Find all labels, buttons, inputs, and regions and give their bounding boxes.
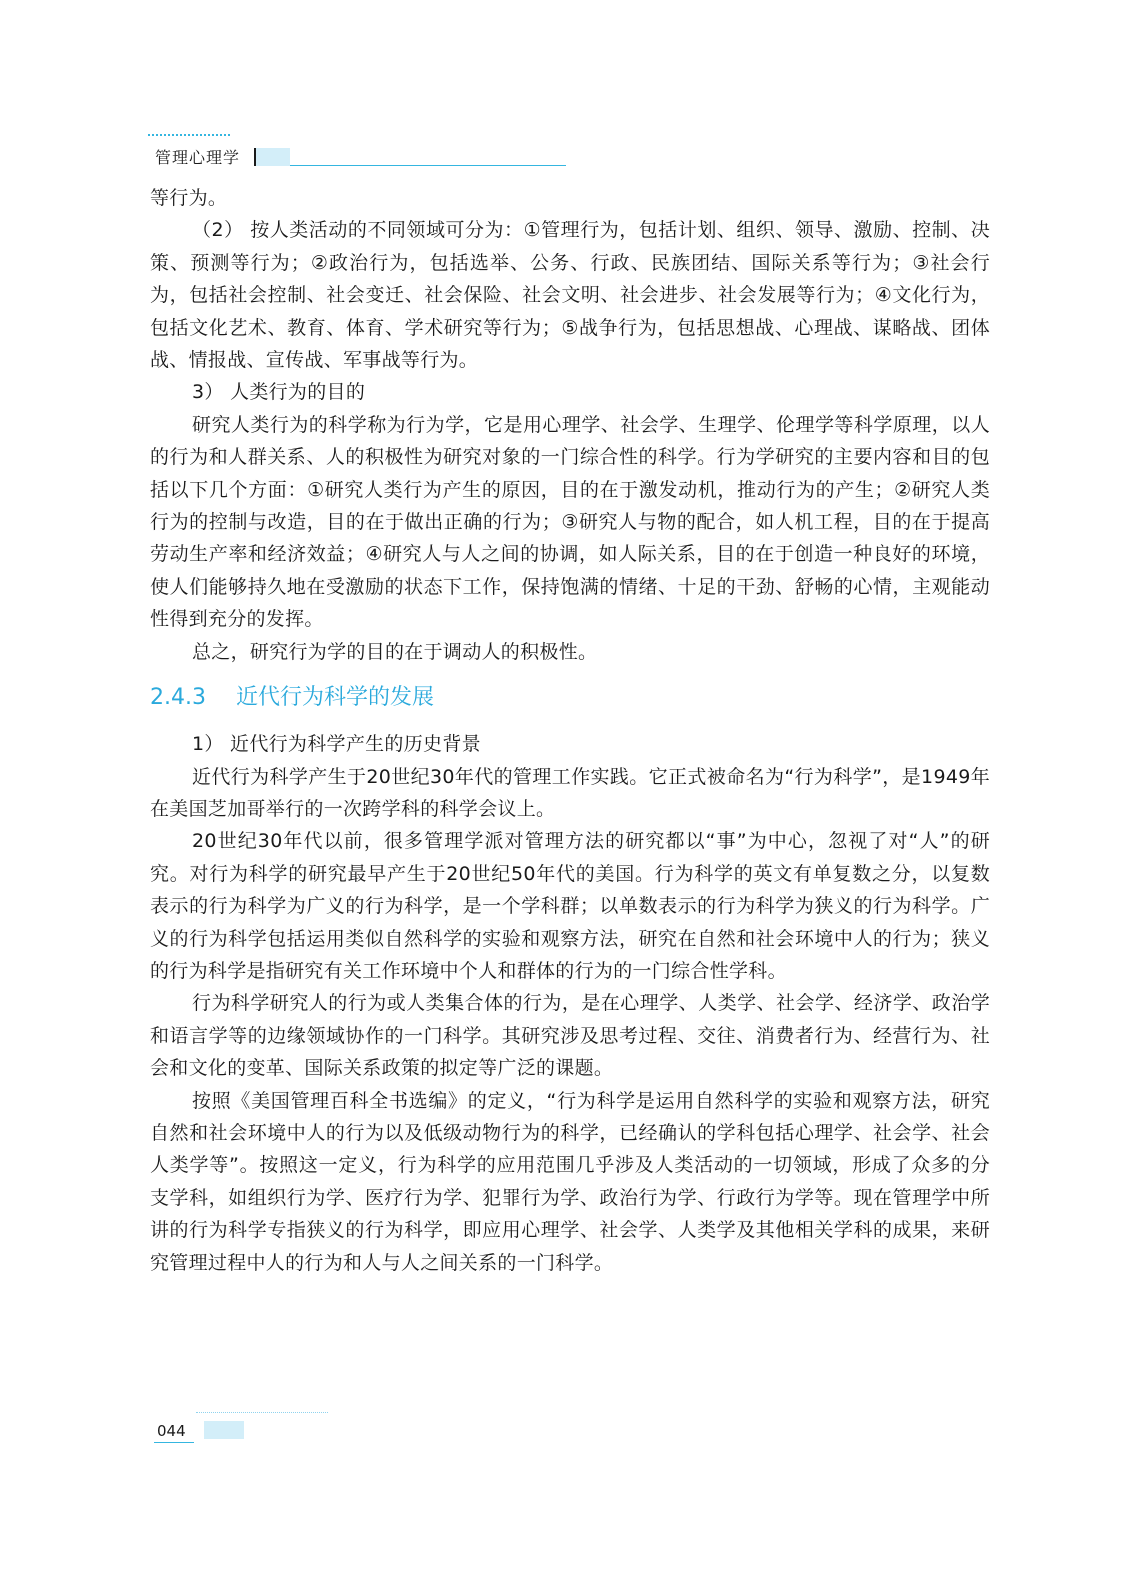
footer-accent-box	[204, 1421, 244, 1439]
footer-dotted-rule	[196, 1412, 328, 1413]
paragraph-behavior-study: 研究人类行为的科学称为行为学，它是用心理学、社会学、生理学、伦理学等科学原理，以人的行为和人群关系、人的积极性为研究对象的一门综合性的科学。行为学研究的主要内容和目的包括以下几个方面：①研究人类行为产生的原因，目的在于激发动机，推动行为的产生；②研究人类行为的控制与改造，目的在于做出正确的行为；③研究人与物的配合，如人机工程，目的在于提高劳动生产率和经济效益；④研究人与人之间的协调，如人际关系，目的在于创造一种良好的环境，使人们能够持久地在受激励的状态下工作，保持饱满的情绪、十足的干劲、舒畅的心情，主观能动性得到充分的发挥。	[150, 413, 990, 631]
header-dotted-rule	[148, 134, 230, 136]
running-header-title: 管理心理学	[155, 148, 241, 167]
header-accent-box	[256, 148, 290, 166]
subheading-history: 1） 近代行为科学产生的历史背景	[192, 733, 481, 756]
page-number: 044	[157, 1422, 186, 1440]
paragraph-continuation: 等行为。	[150, 187, 228, 209]
subheading-behavior-purpose: 3） 人类行为的目的	[192, 381, 366, 404]
page-number-underline	[154, 1442, 194, 1443]
paragraph-scope: 行为科学研究人的行为或人类集合体的行为，是在心理学、人类学、社会学、经济学、政治学和语言学等的边缘领域协作的一门科学。其研究涉及思考过程、交往、消费者行为、经营行为、社会和文化的变革、国际关系政策的拟定等广泛的课题。	[150, 992, 990, 1080]
paragraph-before-1930s: 20世纪30年代以前，很多管理学派对管理方法的研究都以“事”为中心，忽视了对“人”的研究。对行为科学的研究最早产生于20世纪50年代的美国。行为科学的英文有单复数之分，以复数表示的行为科学为广义的行为科学，是一个学科群；以单数表示的行为科学为狭义的行为科学。广义的行为科学包括运用类似自然科学的实验和观察方法，研究在自然和社会环境中人的行为；狭义的行为科学是指研究有关工作环境中个人和群体的行为的一门综合性学科。	[150, 830, 990, 982]
paragraph-definition: 按照《美国管理百科全书选编》的定义，“行为科学是运用自然科学的实验和观察方法，研究自然和社会环境中人的行为以及低级动物行为的科学，已经确认的学科包括心理学、社会学、社会人类学等”。按照这一定义，行为科学的应用范围几乎涉及人类活动的一切领域，形成了众多的分支学科，如组织行为学、医疗行为学、犯罪行为学、政治行为学、行政行为学等。现在管理学中所讲的行为科学专指狭义的行为科学，即应用心理学、社会学、人类学及其他相关学科的成果，来研究管理过程中人的行为和人与人之间关系的一门科学。	[150, 1089, 990, 1274]
paragraph-summary: 总之，研究行为学的目的在于调动人的积极性。	[192, 640, 598, 663]
section-heading	[150, 676, 990, 720]
page-body	[150, 182, 990, 1279]
header-rule	[290, 165, 566, 166]
section-number: 2.4.3	[150, 685, 206, 711]
paragraph-behavior-domains: （2） 按人类活动的不同领域可分为：①管理行为，包括计划、组织、领导、激励、控制、决策、预测等行为；②政治行为，包括选举、公务、行政、民族团结、国际关系等行为；③社会行为，包括社会控制、社会变迁、社会保险、社会文明、社会进步、社会发展等行为；④文化行为，包括文化艺术、教育、体育、学术研究等行为；⑤战争行为，包括思想战、心理战、谋略战、团体战、情报战、宣传战、军事战等行为。	[150, 219, 990, 372]
paragraph-origin: 近代行为科学产生于20世纪30年代的管理工作实践。它正式被命名为“行为科学”，是1949年在美国芝加哥举行的一次跨学科的科学会议上。	[150, 765, 990, 820]
section-title: 近代行为科学的发展	[236, 685, 435, 711]
